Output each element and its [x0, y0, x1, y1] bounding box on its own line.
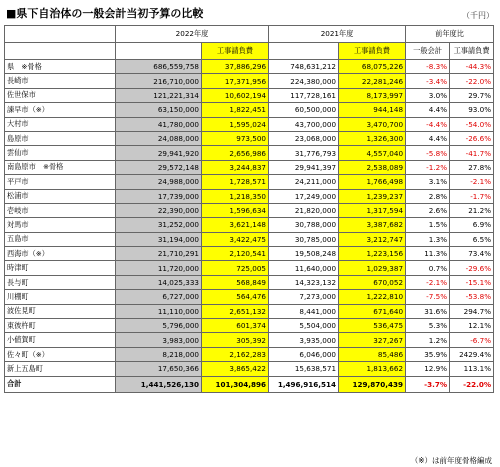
general-2022: 8,218,000 [116, 347, 202, 361]
general-2021: 43,700,000 [269, 117, 339, 131]
municipality-name: 松浦市 [5, 189, 116, 203]
header-blank-2 [5, 43, 116, 60]
table-row [5, 218, 494, 232]
general-2022: 11,720,000 [116, 261, 202, 275]
public-works-2022: 2,162,283 [202, 347, 269, 361]
public-works-ratio: -53.8% [450, 290, 494, 304]
public-works-ratio: 6.5% [450, 232, 494, 246]
general-ratio: -3.4% [406, 74, 450, 88]
general-2022: 686,559,758 [116, 60, 202, 74]
public-works-ratio: 6.9% [450, 218, 494, 232]
municipality-name: 東彼杵町 [5, 319, 116, 333]
public-works-2021: 1,317,594 [339, 203, 406, 217]
general-2022: 24,988,000 [116, 175, 202, 189]
header-2022: 2022年度 [116, 26, 269, 43]
general-2021: 7,273,000 [269, 290, 339, 304]
general-ratio: 0.7% [406, 261, 450, 275]
general-2022: 6,727,000 [116, 290, 202, 304]
table-row [5, 333, 494, 347]
public-works-2021: 536,475 [339, 319, 406, 333]
municipality-name: 時津町 [5, 261, 116, 275]
header-2021: 2021年度 [269, 26, 406, 43]
general-2022: 31,194,000 [116, 232, 202, 246]
general-ratio: 4.4% [406, 131, 450, 145]
public-works-ratio: -2.1% [450, 175, 494, 189]
general-2021: 30,785,000 [269, 232, 339, 246]
public-works-ratio: -15.1% [450, 275, 494, 289]
general-ratio: 2.6% [406, 203, 450, 217]
general-ratio: -8.3% [406, 60, 450, 74]
table-row [5, 103, 494, 117]
general-ratio: 4.4% [406, 103, 450, 117]
table-row [5, 319, 494, 333]
public-works-2022: 1,596,634 [202, 203, 269, 217]
municipality-name: 大村市 [5, 117, 116, 131]
public-works-2021: 2,538,089 [339, 160, 406, 174]
table-row [5, 160, 494, 174]
public-works-2021: 3,470,700 [339, 117, 406, 131]
municipality-name: 南島原市 ※骨格 [5, 160, 116, 174]
public-works-2022: 3,422,475 [202, 232, 269, 246]
table-row [5, 275, 494, 289]
public-works-ratio: 12.1% [450, 319, 494, 333]
public-works-2021: 1,222,810 [339, 290, 406, 304]
general-2021: 8,441,000 [269, 304, 339, 318]
general-ratio: 12.9% [406, 362, 450, 376]
footnote: （※）は前年度骨格編成 [410, 456, 492, 465]
public-works-ratio: 21.2% [450, 203, 494, 217]
table-row [5, 175, 494, 189]
total-general-2022: 1,441,526,130 [116, 376, 202, 392]
general-2021: 14,323,132 [269, 275, 339, 289]
municipality-name: 雲仙市 [5, 146, 116, 160]
general-2021: 6,046,000 [269, 347, 339, 361]
general-2021: 24,211,000 [269, 175, 339, 189]
general-ratio: -5.8% [406, 146, 450, 160]
public-works-2022: 2,656,986 [202, 146, 269, 160]
general-2021: 30,788,000 [269, 218, 339, 232]
header-yoy: 前年度比 [406, 26, 494, 43]
general-2022: 11,110,000 [116, 304, 202, 318]
municipality-name: 壱岐市 [5, 203, 116, 217]
page-title: ■県下自治体の一般会計当初予算の比較 [6, 7, 204, 20]
public-works-2022: 3,621,148 [202, 218, 269, 232]
general-2021: 31,776,793 [269, 146, 339, 160]
general-2022: 3,983,000 [116, 333, 202, 347]
table-row [5, 232, 494, 246]
general-2022: 5,796,000 [116, 319, 202, 333]
public-works-ratio: -41.7% [450, 146, 494, 160]
public-works-2022: 601,374 [202, 319, 269, 333]
total-general-2021: 1,496,916,514 [269, 376, 339, 392]
public-works-2022: 305,392 [202, 333, 269, 347]
public-works-2022: 564,476 [202, 290, 269, 304]
general-2022: 24,088,000 [116, 131, 202, 145]
table-row [5, 146, 494, 160]
public-works-ratio: 29.7% [450, 88, 494, 102]
table-row [5, 203, 494, 217]
public-works-2022: 973,500 [202, 131, 269, 145]
general-ratio: -4.4% [406, 117, 450, 131]
public-works-2022: 2,120,541 [202, 247, 269, 261]
public-works-2021: 85,486 [339, 347, 406, 361]
total-public-works-ratio: -22.0% [450, 376, 494, 392]
general-2021: 15,638,571 [269, 362, 339, 376]
general-2021: 60,500,000 [269, 103, 339, 117]
municipality-name: 新上五島町 [5, 362, 116, 376]
public-works-ratio: -6.7% [450, 333, 494, 347]
header-blank-4 [269, 43, 339, 60]
general-2021: 3,935,000 [269, 333, 339, 347]
public-works-2021: 1,239,237 [339, 189, 406, 203]
general-2021: 21,820,000 [269, 203, 339, 217]
public-works-2022: 10,602,194 [202, 88, 269, 102]
general-2021: 29,941,397 [269, 160, 339, 174]
municipality-name: 島原市 [5, 131, 116, 145]
table-body [5, 60, 494, 393]
public-works-ratio: 27.8% [450, 160, 494, 174]
general-2021: 11,640,000 [269, 261, 339, 275]
unit-label: （千円） [462, 11, 494, 20]
public-works-2022: 2,651,132 [202, 304, 269, 318]
public-works-2021: 671,640 [339, 304, 406, 318]
public-works-ratio: 73.4% [450, 247, 494, 261]
public-works-ratio: -44.3% [450, 60, 494, 74]
general-ratio: 31.6% [406, 304, 450, 318]
table-row [5, 60, 494, 74]
general-2021: 748,631,212 [269, 60, 339, 74]
general-ratio: -2.1% [406, 275, 450, 289]
public-works-2021: 3,212,747 [339, 232, 406, 246]
table-row [5, 290, 494, 304]
public-works-2021: 1,223,156 [339, 247, 406, 261]
table-row [5, 261, 494, 275]
public-works-2022: 725,005 [202, 261, 269, 275]
general-2022: 41,780,000 [116, 117, 202, 131]
municipality-name: 県 ※骨格 [5, 60, 116, 74]
total-general-ratio: -3.7% [406, 376, 450, 392]
header-blank-3 [116, 43, 202, 60]
municipality-name: 川棚町 [5, 290, 116, 304]
municipality-name: 西海市（※） [5, 247, 116, 261]
general-2022: 121,221,314 [116, 88, 202, 102]
header-blank [5, 26, 116, 43]
table-row [5, 304, 494, 318]
public-works-2022: 1,728,571 [202, 175, 269, 189]
general-2022: 17,650,366 [116, 362, 202, 376]
municipality-name: 五島市 [5, 232, 116, 246]
general-ratio: 3.1% [406, 175, 450, 189]
public-works-2021: 944,148 [339, 103, 406, 117]
general-ratio: 1.3% [406, 232, 450, 246]
general-2021: 23,068,000 [269, 131, 339, 145]
public-works-2021: 1,029,387 [339, 261, 406, 275]
budget-table [4, 25, 494, 393]
public-works-2021: 1,766,498 [339, 175, 406, 189]
municipality-name: 長崎市 [5, 74, 116, 88]
general-ratio: 3.0% [406, 88, 450, 102]
municipality-name: 小値賀町 [5, 333, 116, 347]
municipality-name: 波佐見町 [5, 304, 116, 318]
public-works-2022: 37,886,296 [202, 60, 269, 74]
public-works-2022: 3,244,837 [202, 160, 269, 174]
public-works-2021: 3,387,682 [339, 218, 406, 232]
municipality-name: 平戸市 [5, 175, 116, 189]
general-ratio: 5.3% [406, 319, 450, 333]
table-row [5, 247, 494, 261]
general-2022: 29,941,920 [116, 146, 202, 160]
public-works-2021: 4,557,040 [339, 146, 406, 160]
header-public-works-2022: 工事請負費 [202, 43, 269, 60]
general-2021: 5,504,000 [269, 319, 339, 333]
municipality-name: 諫早市（※） [5, 103, 116, 117]
public-works-ratio: 93.0% [450, 103, 494, 117]
public-works-ratio: -26.6% [450, 131, 494, 145]
table-row [5, 74, 494, 88]
table-row [5, 362, 494, 376]
table-row [5, 347, 494, 361]
public-works-ratio: -22.0% [450, 74, 494, 88]
public-works-2022: 568,849 [202, 275, 269, 289]
general-2022: 22,390,000 [116, 203, 202, 217]
public-works-ratio: -54.0% [450, 117, 494, 131]
general-ratio: 1.2% [406, 333, 450, 347]
general-2022: 63,150,000 [116, 103, 202, 117]
general-2021: 117,728,161 [269, 88, 339, 102]
header-public-works-2021: 工事請負費 [339, 43, 406, 60]
table-row [5, 189, 494, 203]
general-2021: 17,249,000 [269, 189, 339, 203]
municipality-name: 佐々町（※） [5, 347, 116, 361]
general-ratio: 1.5% [406, 218, 450, 232]
public-works-2021: 1,326,300 [339, 131, 406, 145]
table-row [5, 131, 494, 145]
general-2022: 17,739,000 [116, 189, 202, 203]
municipality-name: 対馬市 [5, 218, 116, 232]
general-ratio: -1.2% [406, 160, 450, 174]
public-works-ratio: 294.7% [450, 304, 494, 318]
public-works-2022: 1,218,350 [202, 189, 269, 203]
general-ratio: 35.9% [406, 347, 450, 361]
public-works-2021: 22,281,246 [339, 74, 406, 88]
general-2021: 224,380,000 [269, 74, 339, 88]
public-works-ratio: -29.6% [450, 261, 494, 275]
table-row [5, 117, 494, 131]
municipality-name: 佐世保市 [5, 88, 116, 102]
header-public-works-ratio: 工事請負費 [450, 43, 494, 60]
table-row [5, 88, 494, 102]
public-works-2021: 68,075,226 [339, 60, 406, 74]
public-works-2022: 1,822,451 [202, 103, 269, 117]
general-ratio: -7.5% [406, 290, 450, 304]
public-works-2021: 8,173,997 [339, 88, 406, 102]
municipality-name: 長与町 [5, 275, 116, 289]
public-works-2022: 1,595,024 [202, 117, 269, 131]
total-public-works-2021: 129,870,439 [339, 376, 406, 392]
public-works-2021: 670,052 [339, 275, 406, 289]
total-row [5, 376, 494, 392]
public-works-2021: 327,267 [339, 333, 406, 347]
public-works-ratio: 113.1% [450, 362, 494, 376]
public-works-ratio: 2429.4% [450, 347, 494, 361]
total-public-works-2022: 101,304,896 [202, 376, 269, 392]
general-2022: 21,710,291 [116, 247, 202, 261]
public-works-2022: 3,865,422 [202, 362, 269, 376]
general-ratio: 2.8% [406, 189, 450, 203]
general-2022: 216,710,000 [116, 74, 202, 88]
total-label: 合計 [5, 376, 116, 392]
public-works-2022: 17,371,956 [202, 74, 269, 88]
public-works-ratio: -1.7% [450, 189, 494, 203]
general-ratio: 11.3% [406, 247, 450, 261]
general-2022: 14,025,333 [116, 275, 202, 289]
public-works-2021: 1,813,662 [339, 362, 406, 376]
general-2022: 31,252,000 [116, 218, 202, 232]
general-2022: 29,572,148 [116, 160, 202, 174]
general-2021: 19,508,248 [269, 247, 339, 261]
header-general-ratio: 一般会計 [406, 43, 450, 60]
